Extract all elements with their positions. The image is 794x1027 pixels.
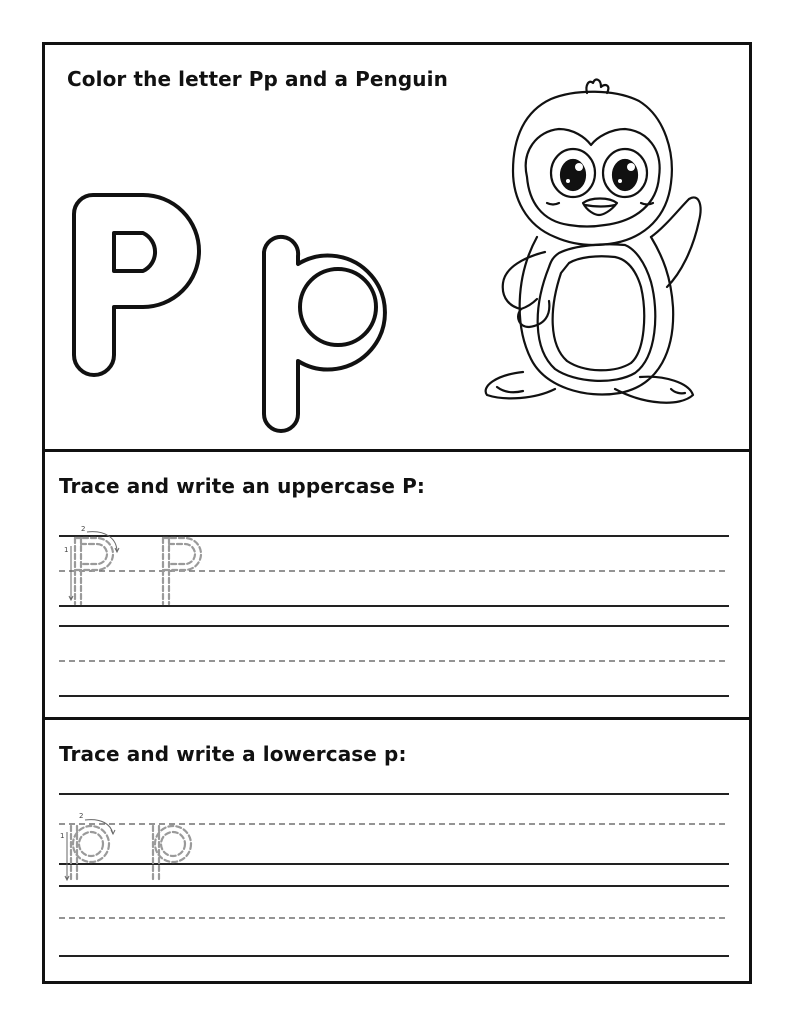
- worksheet: [42, 42, 752, 984]
- lowercase-section: [45, 717, 749, 981]
- stroke-number-2: 2: [79, 812, 84, 820]
- uppercase-instruction: Trace and write an uppercase P:: [59, 474, 426, 498]
- color-section: [45, 45, 749, 449]
- penguin-illustration: [475, 87, 705, 417]
- lowercase-instruction: Trace and write a lowercase p:: [59, 742, 407, 766]
- stroke-number-1: 1: [64, 546, 69, 554]
- stroke-number-2: 2: [81, 525, 86, 533]
- lowercase-trace-letters: [45, 720, 755, 984]
- uppercase-trace-letters: [45, 452, 755, 720]
- uppercase-section: [45, 449, 749, 717]
- color-instruction: Color the letter Pp and a Penguin: [67, 67, 448, 91]
- stroke-number-1: 1: [60, 832, 65, 840]
